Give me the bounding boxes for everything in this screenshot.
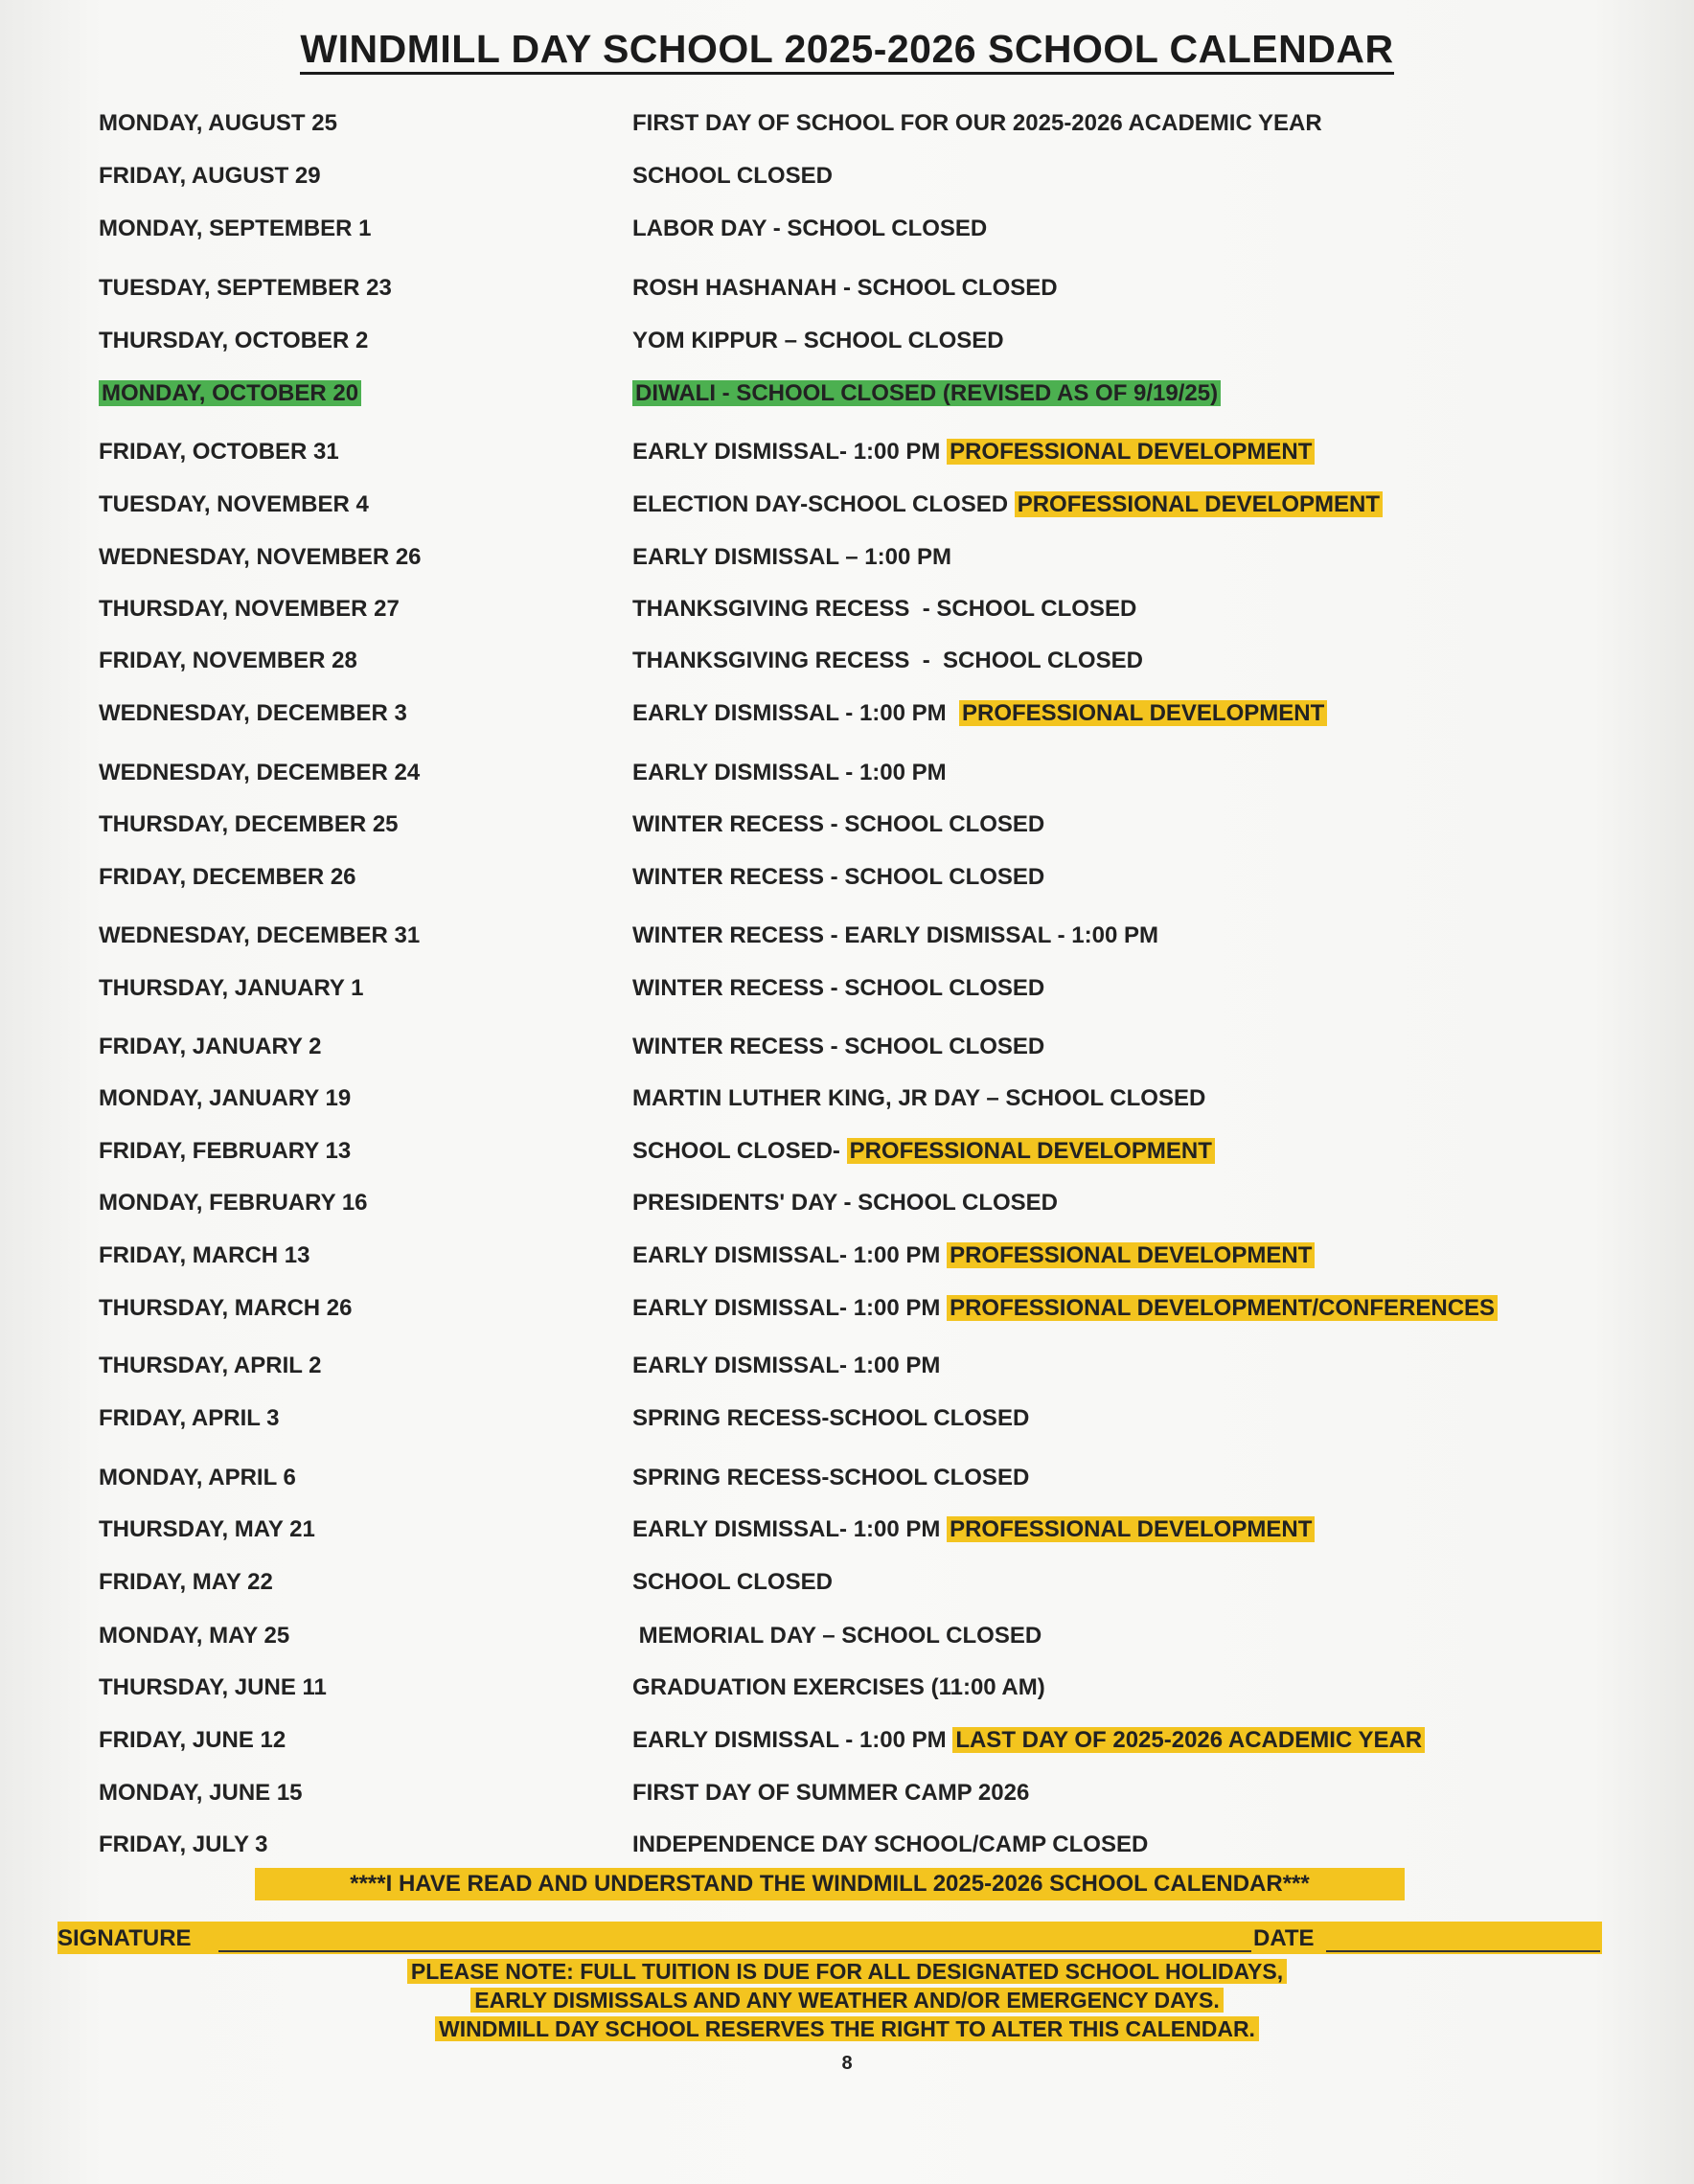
entry-date: [99, 809, 399, 840]
entry-event: [632, 1463, 1029, 1493]
entry-date: [99, 698, 407, 729]
list-item: [0, 1463, 1694, 1497]
list-item: [0, 758, 1694, 792]
entry-date-text: MONDAY, JUNE 15: [99, 1780, 303, 1806]
list-item: [0, 973, 1694, 1008]
entry-date-text: WEDNESDAY, DECEMBER 3: [99, 700, 407, 726]
entry-event: [632, 1830, 1148, 1860]
entry-event: [632, 1032, 1044, 1062]
entry-event-text: ELECTION DAY-SCHOOL CLOSED: [632, 491, 1015, 517]
entry-event: [632, 542, 951, 573]
entry-event: [632, 594, 1136, 625]
entry-date: [99, 1083, 351, 1114]
page-title: [0, 27, 1694, 72]
entry-event: [632, 1621, 1042, 1651]
entry-event-text: EARLY DISMISSAL- 1:00 PM: [632, 439, 948, 465]
entry-date-text: MONDAY, OCTOBER 20: [99, 380, 361, 406]
note-text: PLEASE NOTE: FULL TUITION IS DUE FOR ALL DESIGNATED SCHOOL HOLIDAYS,: [407, 1959, 1287, 1984]
list-item: [0, 1240, 1694, 1275]
entry-date-text: FRIDAY, JULY 3: [99, 1831, 268, 1857]
entry-event-text: EARLY DISMISSAL - 1:00 PM: [632, 760, 947, 785]
entry-event: [632, 378, 1221, 409]
entry-event: [632, 1136, 1215, 1167]
entry-event-text: INDEPENDENCE DAY SCHOOL/CAMP CLOSED: [632, 1831, 1149, 1857]
note-line-2: [0, 1986, 1694, 2014]
list-item: [0, 1567, 1694, 1602]
entry-date-text: MONDAY, AUGUST 25: [99, 110, 337, 136]
entry-event: [632, 1293, 1498, 1324]
list-item: [0, 542, 1694, 577]
entry-date-text: THURSDAY, MAY 21: [99, 1516, 315, 1542]
entry-event-text: MEMORIAL DAY – SCHOOL CLOSED: [632, 1623, 1042, 1649]
list-item: [0, 214, 1694, 248]
entry-date-text: FRIDAY, DECEMBER 26: [99, 864, 356, 890]
entry-date-text: FRIDAY, JUNE 12: [99, 1727, 286, 1753]
entry-date: [99, 973, 364, 1004]
list-item: [0, 1725, 1694, 1760]
entry-date-text: MONDAY, APRIL 6: [99, 1465, 296, 1490]
entry-date: [99, 437, 339, 467]
entry-date: [99, 921, 420, 951]
entry-date-text: THURSDAY, JANUARY 1: [99, 975, 364, 1001]
entry-date-text: FRIDAY, MAY 22: [99, 1569, 273, 1595]
entry-event: [632, 1083, 1205, 1114]
entry-event-text: EARLY DISMISSAL- 1:00 PM: [632, 1516, 948, 1542]
title-text: WINDMILL DAY SCHOOL 2025-2026 SCHOOL CALENDAR: [300, 27, 1393, 75]
entry-event-text: EARLY DISMISSAL - 1:00 PM: [632, 700, 959, 726]
note-text: WINDMILL DAY SCHOOL RESERVES THE RIGHT TO ALTER THIS CALENDAR.: [435, 2016, 1259, 2041]
entry-date: [99, 108, 337, 139]
entry-date-text: FRIDAY, APRIL 3: [99, 1405, 280, 1431]
entry-date-text: TUESDAY, NOVEMBER 4: [99, 491, 369, 517]
list-item: [0, 862, 1694, 897]
entry-event: [632, 489, 1383, 520]
entry-highlight: PROFESSIONAL DEVELOPMENT: [959, 700, 1327, 726]
entry-event-text: EARLY DISMISSAL – 1:00 PM: [632, 544, 951, 570]
list-item: [0, 1621, 1694, 1655]
entry-date-text: FRIDAY, FEBRUARY 13: [99, 1138, 352, 1164]
list-item: [0, 1293, 1694, 1328]
entry-event-text: FIRST DAY OF SCHOOL FOR OUR 2025-2026 ACADEMIC YEAR: [632, 110, 1322, 136]
entry-event-text: MARTIN LUTHER KING, JR DAY – SCHOOL CLOSED: [632, 1085, 1206, 1111]
entry-date-text: THURSDAY, DECEMBER 25: [99, 811, 399, 837]
list-item: [0, 1083, 1694, 1118]
entry-date-text: THURSDAY, NOVEMBER 27: [99, 596, 400, 622]
list-item: [0, 1672, 1694, 1707]
entry-event-text: SCHOOL CLOSED-: [632, 1138, 847, 1164]
entry-event: [632, 1188, 1058, 1218]
entry-event-text: EARLY DISMISSAL- 1:00 PM: [632, 1242, 948, 1268]
entry-event-text: YOM KIPPUR – SCHOOL CLOSED: [632, 328, 1004, 353]
list-item: [0, 1351, 1694, 1385]
entry-date: [99, 1403, 280, 1434]
entry-date: [99, 594, 400, 625]
entry-event: [632, 1351, 940, 1381]
entry-event: [632, 1725, 1425, 1756]
entry-date: [99, 489, 369, 520]
entry-date: [99, 1293, 353, 1324]
entry-event: [632, 646, 1143, 676]
entry-date-text: MONDAY, MAY 25: [99, 1623, 290, 1649]
entry-event: [632, 862, 1044, 893]
entry-event-text: PRESIDENTS' DAY - SCHOOL CLOSED: [632, 1190, 1059, 1216]
entry-event-text: WINTER RECESS - SCHOOL CLOSED: [632, 975, 1045, 1001]
entry-event-text: WINTER RECESS - SCHOOL CLOSED: [632, 1034, 1045, 1059]
entry-date-text: THURSDAY, JUNE 11: [99, 1674, 327, 1700]
entry-date: [99, 214, 372, 244]
entry-date-text: THURSDAY, MARCH 26: [99, 1295, 353, 1321]
entry-date-text: FRIDAY, AUGUST 29: [99, 163, 321, 189]
entry-event-text: DIWALI - SCHOOL CLOSED (REVISED AS OF 9/19/25): [632, 380, 1221, 406]
entry-highlight: LAST DAY OF 2025-2026 ACADEMIC YEAR: [952, 1727, 1425, 1753]
list-item: [0, 437, 1694, 471]
list-item: [0, 161, 1694, 195]
entry-event-text: EARLY DISMISSAL - 1:00 PM: [632, 1727, 953, 1753]
entry-date-text: MONDAY, JANUARY 19: [99, 1085, 352, 1111]
list-item: [0, 378, 1694, 413]
entry-date: [99, 378, 361, 409]
list-item: [0, 1514, 1694, 1549]
entry-event: [632, 1514, 1315, 1545]
entry-date: [99, 542, 422, 573]
list-item: [0, 273, 1694, 307]
entry-date-text: FRIDAY, JANUARY 2: [99, 1034, 322, 1059]
entry-date-text: FRIDAY, MARCH 13: [99, 1242, 310, 1268]
list-item: [0, 1032, 1694, 1066]
entry-date: [99, 646, 357, 676]
entry-highlight: PROFESSIONAL DEVELOPMENT: [947, 1242, 1315, 1268]
entry-date: [99, 1032, 322, 1062]
entry-date: [99, 161, 321, 192]
entry-event-text: WINTER RECESS - SCHOOL CLOSED: [632, 864, 1045, 890]
entry-event-text: THANKSGIVING RECESS - SCHOOL CLOSED: [632, 596, 1137, 622]
date-label: DATE: [1253, 1925, 1315, 1951]
list-item: [0, 646, 1694, 680]
entry-date-text: MONDAY, FEBRUARY 16: [99, 1190, 368, 1216]
entry-date: [99, 1136, 351, 1167]
signature-bar: [57, 1922, 1602, 1954]
entry-date-text: MONDAY, SEPTEMBER 1: [99, 216, 372, 241]
entry-event: [632, 326, 1004, 356]
entry-date-text: WEDNESDAY, NOVEMBER 26: [99, 544, 422, 570]
entry-date-text: FRIDAY, NOVEMBER 28: [99, 648, 357, 673]
note-text: EARLY DISMISSALS AND ANY WEATHER AND/OR EMERGENCY DAYS.: [470, 1988, 1223, 2013]
note-line-3: [0, 2014, 1694, 2043]
list-item: [0, 1136, 1694, 1171]
list-item: [0, 698, 1694, 733]
note-line-1: [0, 1957, 1694, 1986]
entry-event-text: WINTER RECESS - EARLY DISMISSAL - 1:00 PM: [632, 922, 1158, 948]
entry-event: [632, 161, 833, 192]
entry-event-text: SCHOOL CLOSED: [632, 163, 833, 189]
entry-date: [99, 1672, 327, 1703]
entry-highlight: PROFESSIONAL DEVELOPMENT: [1015, 491, 1383, 517]
entry-event: [632, 214, 987, 244]
entry-event: [632, 1778, 1029, 1809]
entry-event-text: SCHOOL CLOSED: [632, 1569, 833, 1595]
entry-event: [632, 1567, 833, 1598]
entry-date-text: TUESDAY, SEPTEMBER 23: [99, 275, 392, 301]
entry-date: [99, 1725, 286, 1756]
entry-date: [99, 1351, 322, 1381]
entry-event-text: SPRING RECESS-SCHOOL CLOSED: [632, 1405, 1030, 1431]
entry-highlight: PROFESSIONAL DEVELOPMENT: [847, 1138, 1215, 1164]
list-item: [0, 1188, 1694, 1222]
entry-date: [99, 758, 420, 788]
entry-event: [632, 437, 1315, 467]
entry-event: [632, 108, 1322, 139]
entry-date: [99, 1188, 368, 1218]
entry-date: [99, 1240, 310, 1271]
entry-date: [99, 1514, 315, 1545]
entry-event: [632, 921, 1158, 951]
entry-highlight: PROFESSIONAL DEVELOPMENT/CONFERENCES: [947, 1295, 1498, 1321]
signature-line[interactable]: [218, 1950, 1251, 1952]
acknowledgement-banner: ****I HAVE READ AND UNDERSTAND THE WINDMILL 2025-2026 SCHOOL CALENDAR***: [255, 1868, 1405, 1900]
entry-date: [99, 1621, 289, 1651]
entry-event: [632, 973, 1044, 1004]
list-item: [0, 1778, 1694, 1812]
entry-date: [99, 326, 368, 356]
entry-event: [632, 758, 947, 788]
entry-date-text: FRIDAY, OCTOBER 31: [99, 439, 339, 465]
list-item: [0, 108, 1694, 143]
list-item: [0, 1403, 1694, 1438]
entry-event: [632, 1403, 1029, 1434]
entry-date-text: WEDNESDAY, DECEMBER 24: [99, 760, 421, 785]
list-item: [0, 921, 1694, 955]
entry-event-text: WINTER RECESS - SCHOOL CLOSED: [632, 811, 1045, 837]
entry-date: [99, 1778, 303, 1809]
entry-event-text: EARLY DISMISSAL- 1:00 PM: [632, 1295, 948, 1321]
entry-event-text: LABOR DAY - SCHOOL CLOSED: [632, 216, 988, 241]
entry-date: [99, 1567, 273, 1598]
entry-event: [632, 1240, 1315, 1271]
entry-highlight: PROFESSIONAL DEVELOPMENT: [947, 1516, 1315, 1542]
entry-date-text: THURSDAY, APRIL 2: [99, 1353, 322, 1378]
list-item: [0, 326, 1694, 360]
entry-event: [632, 273, 1058, 304]
page-number: 8: [841, 2053, 853, 2074]
list-item: [0, 594, 1694, 628]
entry-event-text: THANKSGIVING RECESS - SCHOOL CLOSED: [632, 648, 1143, 673]
entry-event: [632, 1672, 1045, 1703]
entry-date-text: WEDNESDAY, DECEMBER 31: [99, 922, 421, 948]
list-item: [0, 809, 1694, 844]
list-item: [0, 1830, 1694, 1864]
entry-date: [99, 273, 392, 304]
entry-event-text: EARLY DISMISSAL- 1:00 PM: [632, 1353, 941, 1378]
entry-date: [99, 1830, 268, 1860]
entry-event: [632, 698, 1327, 729]
entry-date: [99, 862, 356, 893]
entry-event: [632, 809, 1044, 840]
entry-date: [99, 1463, 296, 1493]
entry-event-text: FIRST DAY OF SUMMER CAMP 2026: [632, 1780, 1030, 1806]
signature-label: SIGNATURE: [57, 1925, 192, 1951]
entry-date-text: THURSDAY, OCTOBER 2: [99, 328, 369, 353]
entry-highlight: PROFESSIONAL DEVELOPMENT: [947, 439, 1315, 465]
date-line[interactable]: [1326, 1950, 1600, 1952]
entry-event-text: SPRING RECESS-SCHOOL CLOSED: [632, 1465, 1030, 1490]
entry-event-text: ROSH HASHANAH - SCHOOL CLOSED: [632, 275, 1058, 301]
entry-event-text: GRADUATION EXERCISES (11:00 AM): [632, 1674, 1045, 1700]
list-item: [0, 489, 1694, 524]
